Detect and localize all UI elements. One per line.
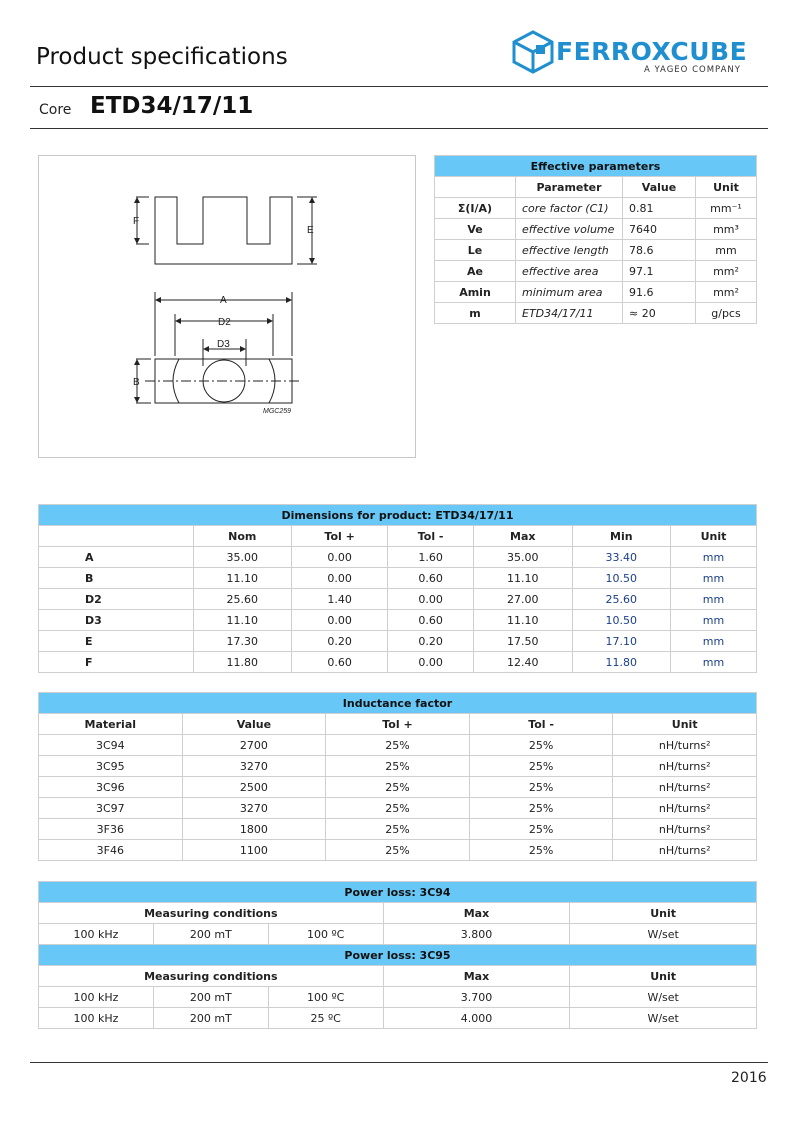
dim-symbol: F — [39, 652, 194, 673]
tol-plus: 25% — [326, 777, 470, 798]
dim-nom: 11.10 — [193, 610, 292, 631]
param-symbol: m — [435, 303, 516, 324]
unit: nH/turns² — [613, 735, 757, 756]
dim-min: 11.80 — [572, 652, 671, 673]
flux-density: 200 mT — [153, 987, 268, 1008]
column-header: Min — [572, 526, 671, 547]
flux-density: 200 mT — [153, 924, 268, 945]
param-name: effective volume — [516, 219, 623, 240]
core-name: ETD34/17/11 — [90, 93, 254, 119]
dim-symbol: D2 — [39, 589, 194, 610]
frequency: 100 kHz — [39, 924, 154, 945]
material: 3C95 — [39, 756, 183, 777]
table-row — [39, 798, 757, 819]
tol-plus: 25% — [326, 840, 470, 861]
dim-nom: 11.10 — [193, 568, 292, 589]
column-header: Tol - — [469, 714, 613, 735]
core-label: Core — [39, 102, 72, 118]
dim-nom: 17.30 — [193, 631, 292, 652]
dim-nom: 11.80 — [193, 652, 292, 673]
material: 3F36 — [39, 819, 183, 840]
dim-min: 33.40 — [572, 547, 671, 568]
column-header — [39, 526, 194, 547]
table-row — [39, 631, 757, 652]
table-row — [435, 240, 757, 261]
temperature: 25 ºC — [268, 1008, 383, 1029]
table-row — [435, 282, 757, 303]
material: 3C94 — [39, 735, 183, 756]
param-unit: mm — [696, 240, 757, 261]
drawing-code: MGC259 — [263, 408, 292, 415]
column-header: Tol - — [388, 526, 474, 547]
param-value: 7640 — [623, 219, 696, 240]
core-drawing — [38, 155, 416, 458]
dim-label-F: F — [133, 216, 140, 227]
core-drawing-svg — [39, 156, 415, 457]
table-caption: Power loss: 3C94 — [39, 882, 757, 903]
unit: nH/turns² — [613, 777, 757, 798]
dim-unit: mm — [671, 589, 757, 610]
param-symbol: Ve — [435, 219, 516, 240]
tol-minus: 25% — [469, 735, 613, 756]
dim-tol-plus: 0.00 — [292, 568, 388, 589]
dim-tol-minus: 1.60 — [388, 547, 474, 568]
table-caption: Power loss: 3C95 — [39, 945, 757, 966]
param-value: 97.1 — [623, 261, 696, 282]
column-header: Tol + — [292, 526, 388, 547]
dim-tol-plus: 0.60 — [292, 652, 388, 673]
param-name: minimum area — [516, 282, 623, 303]
table-row — [39, 840, 757, 861]
dim-symbol: E — [39, 631, 194, 652]
tol-minus: 25% — [469, 798, 613, 819]
dim-max: 11.10 — [474, 610, 573, 631]
column-header: Value — [182, 714, 326, 735]
column-header: Unit — [671, 526, 757, 547]
page-title: Product specifications — [36, 44, 288, 70]
dim-min: 17.10 — [572, 631, 671, 652]
al-value: 2500 — [182, 777, 326, 798]
dim-max: 35.00 — [474, 547, 573, 568]
param-symbol: Ae — [435, 261, 516, 282]
dim-tol-plus: 0.00 — [292, 547, 388, 568]
tol-plus: 25% — [326, 798, 470, 819]
dim-symbol: D3 — [39, 610, 194, 631]
dim-label-B: B — [133, 377, 140, 388]
logo-subtitle: A YAGEO COMPANY — [644, 65, 741, 75]
dim-symbol: A — [39, 547, 194, 568]
dim-tol-plus: 1.40 — [292, 589, 388, 610]
table-row — [435, 198, 757, 219]
param-name: ETD34/17/11 — [516, 303, 623, 324]
param-name: effective area — [516, 261, 623, 282]
footer-rule — [30, 1062, 768, 1063]
column-header: Parameter — [516, 177, 623, 198]
tol-plus: 25% — [326, 735, 470, 756]
inductance-factor-table — [38, 692, 757, 861]
dim-max: 27.00 — [474, 589, 573, 610]
column-header: Measuring conditions — [39, 903, 384, 924]
table-row — [39, 547, 757, 568]
dim-min: 10.50 — [572, 610, 671, 631]
dim-tol-minus: 0.00 — [388, 652, 474, 673]
tol-plus: 25% — [326, 819, 470, 840]
param-value: 0.81 — [623, 198, 696, 219]
unit: nH/turns² — [613, 819, 757, 840]
ferroxcube-logo — [512, 30, 764, 78]
dim-unit: mm — [671, 631, 757, 652]
param-symbol: Amin — [435, 282, 516, 303]
table-caption: Effective parameters — [435, 156, 757, 177]
frequency: 100 kHz — [39, 1008, 154, 1029]
frequency: 100 kHz — [39, 987, 154, 1008]
tol-minus: 25% — [469, 819, 613, 840]
param-value: 78.6 — [623, 240, 696, 261]
column-header: Unit — [570, 903, 757, 924]
dim-min: 10.50 — [572, 568, 671, 589]
table-row — [39, 568, 757, 589]
table-row — [39, 924, 757, 945]
dim-tol-minus: 0.20 — [388, 631, 474, 652]
column-header: Material — [39, 714, 183, 735]
table-row — [39, 610, 757, 631]
column-header: Value — [623, 177, 696, 198]
unit: nH/turns² — [613, 756, 757, 777]
column-header: Unit — [696, 177, 757, 198]
param-symbol: Σ(I/A) — [435, 198, 516, 219]
dim-unit: mm — [671, 568, 757, 589]
temperature: 100 ºC — [268, 924, 383, 945]
param-unit: g/pcs — [696, 303, 757, 324]
effective-parameters-table — [434, 155, 757, 324]
dim-max: 17.50 — [474, 631, 573, 652]
dim-tol-plus: 0.20 — [292, 631, 388, 652]
dim-unit: mm — [671, 547, 757, 568]
column-header: Max — [474, 526, 573, 547]
table-row — [39, 777, 757, 798]
column-header: Max — [383, 966, 570, 987]
temperature: 100 ºC — [268, 987, 383, 1008]
loss-unit: W/set — [570, 987, 757, 1008]
table-caption: Dimensions for product: ETD34/17/11 — [39, 505, 757, 526]
logo-wordmark: FERROXCUBE — [556, 37, 748, 66]
dim-tol-minus: 0.60 — [388, 610, 474, 631]
dim-tol-minus: 0.60 — [388, 568, 474, 589]
param-value: 91.6 — [623, 282, 696, 303]
unit: nH/turns² — [613, 840, 757, 861]
material: 3C97 — [39, 798, 183, 819]
al-value: 2700 — [182, 735, 326, 756]
dim-unit: mm — [671, 652, 757, 673]
dim-tol-minus: 0.00 — [388, 589, 474, 610]
tol-minus: 25% — [469, 756, 613, 777]
column-header: Max — [383, 903, 570, 924]
dimensions-table — [38, 504, 757, 673]
table-row — [435, 261, 757, 282]
dim-symbol: B — [39, 568, 194, 589]
material: 3F46 — [39, 840, 183, 861]
column-header: Unit — [570, 966, 757, 987]
table-row — [39, 819, 757, 840]
loss-unit: W/set — [570, 924, 757, 945]
dim-label-A: A — [220, 295, 227, 306]
table-row — [39, 589, 757, 610]
param-symbol: Le — [435, 240, 516, 261]
al-value: 1800 — [182, 819, 326, 840]
table-row — [435, 303, 757, 324]
dim-nom: 25.60 — [193, 589, 292, 610]
table-row — [39, 735, 757, 756]
param-unit: mm⁻¹ — [696, 198, 757, 219]
flux-density: 200 mT — [153, 1008, 268, 1029]
dim-nom: 35.00 — [193, 547, 292, 568]
al-value: 3270 — [182, 798, 326, 819]
header-rule — [30, 86, 768, 87]
tol-plus: 25% — [326, 756, 470, 777]
al-value: 3270 — [182, 756, 326, 777]
dim-min: 25.60 — [572, 589, 671, 610]
param-unit: mm² — [696, 261, 757, 282]
column-header: Tol + — [326, 714, 470, 735]
column-header — [435, 177, 516, 198]
loss-unit: W/set — [570, 1008, 757, 1029]
loss-max: 4.000 — [383, 1008, 570, 1029]
param-unit: mm³ — [696, 219, 757, 240]
dim-unit: mm — [671, 610, 757, 631]
loss-max: 3.700 — [383, 987, 570, 1008]
table-row — [39, 1008, 757, 1029]
table-row — [435, 219, 757, 240]
core-rule — [30, 128, 768, 129]
param-name: effective length — [516, 240, 623, 261]
dim-max: 12.40 — [474, 652, 573, 673]
param-value: ≈ 20 — [623, 303, 696, 324]
power-loss-table — [38, 881, 757, 1029]
table-row — [39, 987, 757, 1008]
al-value: 1100 — [182, 840, 326, 861]
column-header: Measuring conditions — [39, 966, 384, 987]
column-header: Nom — [193, 526, 292, 547]
tol-minus: 25% — [469, 777, 613, 798]
dim-label-E: E — [307, 225, 314, 236]
loss-max: 3.800 — [383, 924, 570, 945]
dim-max: 11.10 — [474, 568, 573, 589]
dim-label-D2: D2 — [218, 317, 231, 328]
table-row — [39, 756, 757, 777]
footer-year: 2016 — [731, 1070, 767, 1086]
tol-minus: 25% — [469, 840, 613, 861]
column-header: Unit — [613, 714, 757, 735]
dim-label-D3: D3 — [217, 339, 230, 350]
dim-tol-plus: 0.00 — [292, 610, 388, 631]
material: 3C96 — [39, 777, 183, 798]
table-caption: Inductance factor — [39, 693, 757, 714]
param-unit: mm² — [696, 282, 757, 303]
table-row — [39, 652, 757, 673]
param-name: core factor (C1) — [516, 198, 623, 219]
cube-logo-icon — [512, 30, 554, 74]
unit: nH/turns² — [613, 798, 757, 819]
